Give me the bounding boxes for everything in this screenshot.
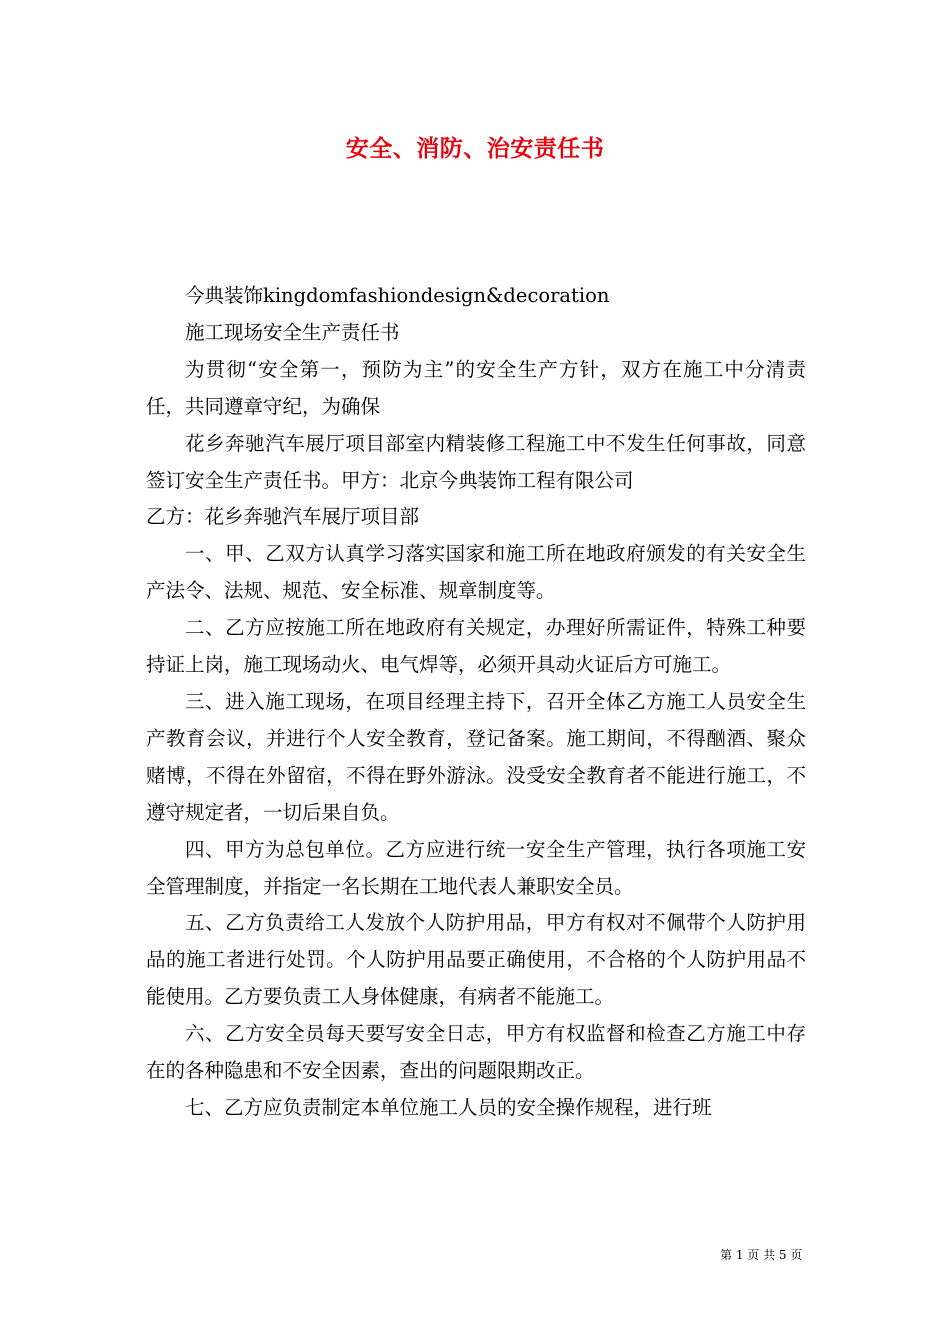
paragraph-clause-2: 二、乙方应按施工所在地政府有关规定，办理好所需证件，特殊工种要持证上岗，施工现场动火、电气焊等，必须开具动火证后方可施工。	[146, 616, 806, 677]
document-body	[146, 278, 806, 1127]
paragraph-clause-4: 四、甲方为总包单位。乙方应进行统一安全生产管理，执行各项施工安全管理制度，并指定一名长期在工地代表人兼职安全员。	[146, 837, 806, 898]
paragraph-clause-3: 三、进入施工现场，在项目经理主持下，召开全体乙方施工人员安全生产教育会议，并进行个人安全教育，登记备案。施工期间，不得酗酒、聚众赌博，不得在外留宿，不得在野外游泳。没受安全教育者不能进行施工，不遵守规定者，一切后果自负。	[146, 689, 806, 824]
paragraph-parties: 花乡奔驰汽车展厅项目部室内精装修工程施工中不发生任何事故，同意签订安全生产责任书。甲方：北京今典装饰工程有限公司	[146, 431, 806, 492]
paragraph-intro: 为贯彻“安全第一，预防为主”的安全生产方针，双方在施工中分清责任，共同遵章守纪，为确保	[146, 357, 806, 418]
document-title: 安全、消防、治安责任书	[345, 135, 605, 162]
paragraph-subtitle: 施工现场安全生产责任书	[185, 320, 400, 344]
paragraph-clause-6: 六、乙方安全员每天要写安全日志，甲方有权监督和检查乙方施工中存在的各种隐患和不安全因素，查出的问题限期改正。	[146, 1022, 806, 1083]
paragraph-clause-1: 一、甲、乙双方认真学习落实国家和施工所在地政府颁发的有关安全生产法令、法规、规范、安全标准、规章制度等。	[146, 542, 806, 603]
paragraph-clause-5: 五、乙方负责给工人发放个人防护用品，甲方有权对不佩带个人防护用品的施工者进行处罚。个人防护用品要正确使用，不合格的个人防护用品不能使用。乙方要负责工人身体健康，有病者不能施工。	[146, 911, 806, 1009]
paragraph-clause-7: 七、乙方应负责制定本单位施工人员的安全操作规程，进行班	[185, 1095, 712, 1119]
paragraph-party-b: 乙方：花乡奔驰汽车展厅项目部	[146, 505, 420, 529]
page-number: 第 1 页 共 5 页	[720, 1248, 803, 1262]
paragraph-company: 今典装饰kingdomfashiondesign&decoration	[185, 284, 610, 307]
